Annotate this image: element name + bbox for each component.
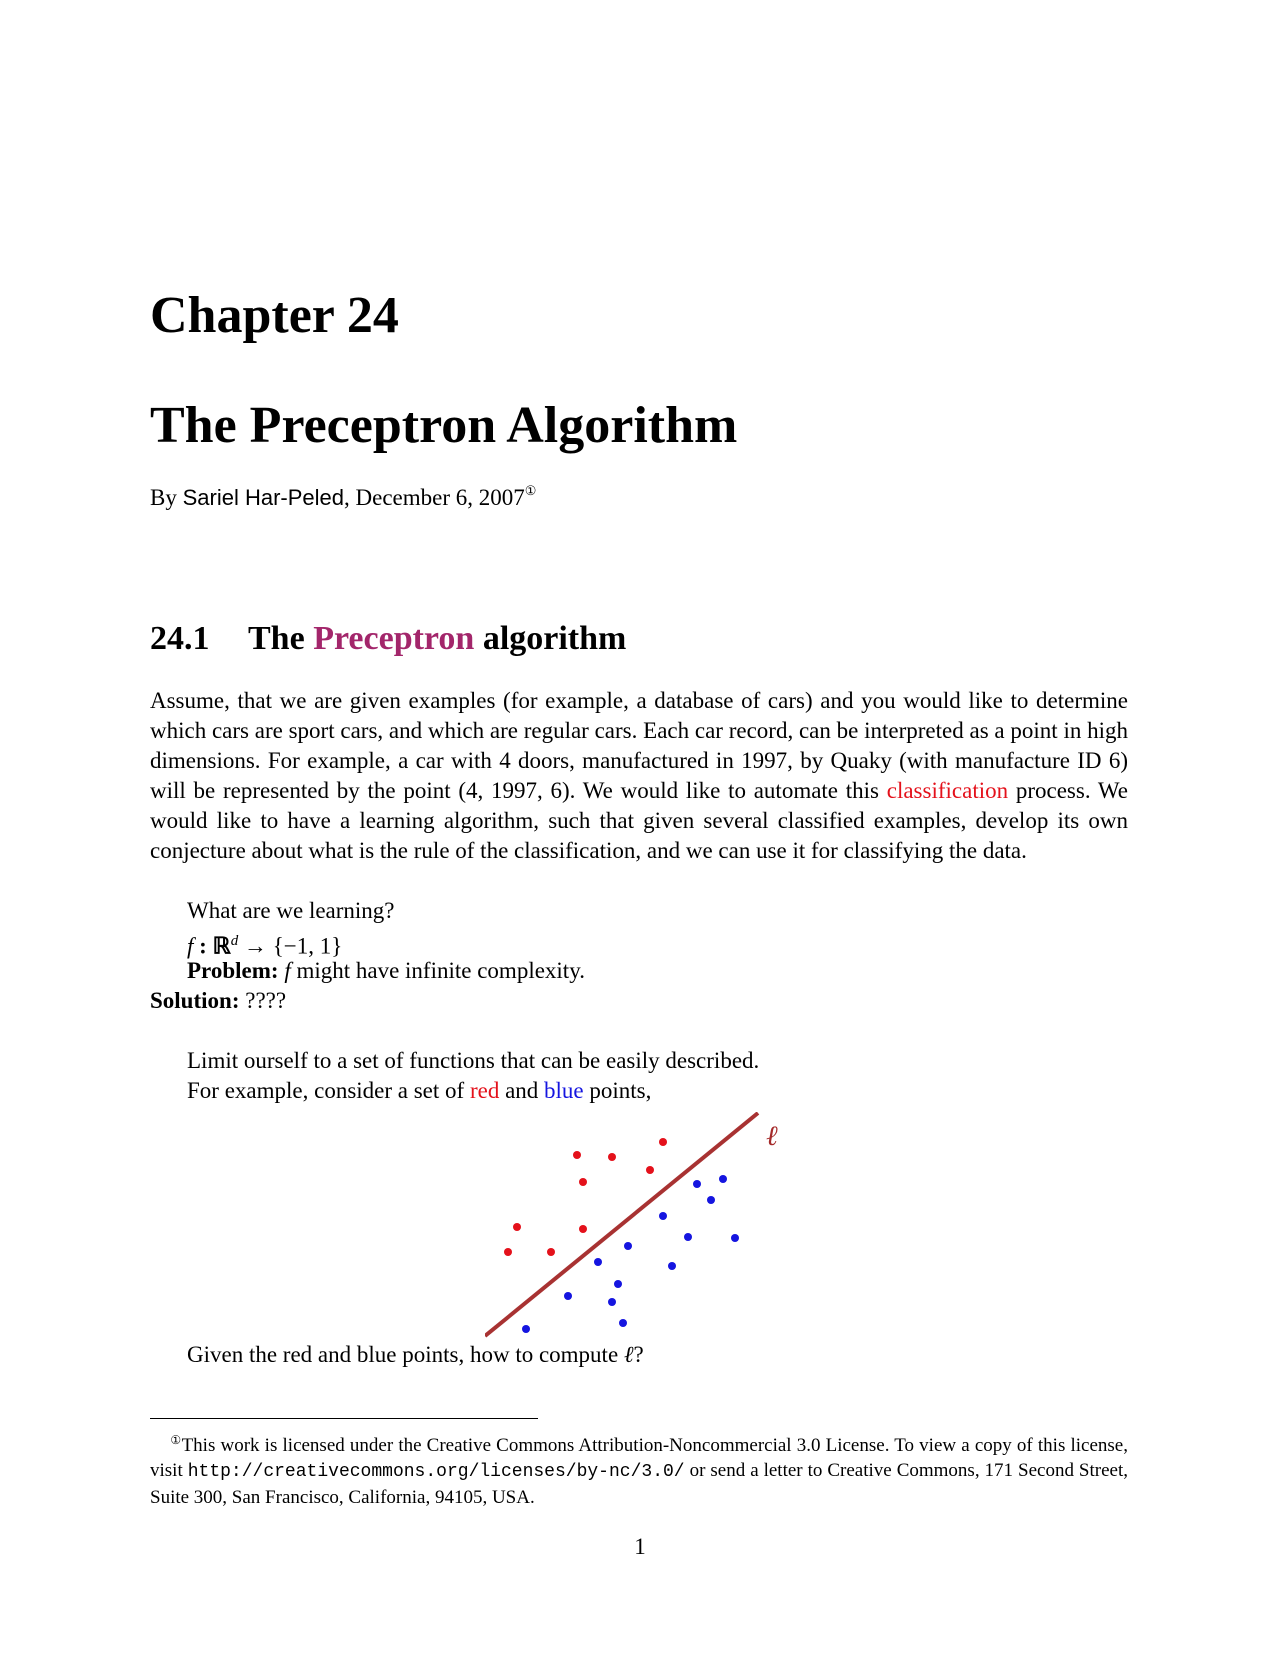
chapter-title: The Preceptron Algorithm [150, 397, 738, 454]
example-pre: For example, consider a set of [187, 1078, 470, 1103]
blue-point [693, 1180, 701, 1188]
red-point [659, 1138, 667, 1146]
given-post: ? [633, 1342, 644, 1367]
example-blue: blue [544, 1078, 584, 1103]
problem-label: Problem: [187, 958, 279, 983]
license-url-link[interactable]: http://creativecommons.org/licenses/by-nc/3.0/ [187, 1462, 685, 1482]
blue-point [659, 1212, 667, 1220]
byline-prefix: By [150, 485, 183, 510]
section-heading [150, 622, 626, 656]
function-symbol: f [187, 933, 194, 959]
footnote [150, 1428, 1128, 1510]
blue-point [668, 1262, 676, 1270]
blue-point [614, 1280, 622, 1288]
footnote-mark: ① [170, 1433, 182, 1447]
example-red: red [469, 1078, 500, 1103]
separating-line [485, 1113, 758, 1336]
section-title-keyword[interactable]: Preceptron [313, 620, 475, 657]
red-point [608, 1153, 616, 1161]
footnote-text-a: This work is licensed under the Creative Commons Attribution-Noncommercial 3.0 License. To view a copy of this license, visit [150, 1435, 1128, 1481]
classification-link[interactable]: classification [886, 778, 1009, 803]
paragraph-intro-text-a: Assume, that we are given examples (for example, a database of cars) and you would like to determine which cars are sport cars, and which are regular cars. Each car record, can be interpreted as a point in high dimensions. For example, a car with 4 doors, manufactured in 1997, by Quaky (with manufacture ID 6) will be represented by the point (4, 1997, 6). We would like to automate this [150, 688, 1128, 803]
red-point [513, 1223, 521, 1231]
function-codomain: → {−1, 1} [238, 933, 343, 959]
blue-point [731, 1234, 739, 1242]
solution-line [150, 986, 286, 1016]
blue-point [619, 1319, 627, 1327]
solution-text: ???? [239, 988, 287, 1013]
red-point [504, 1248, 512, 1256]
byline [150, 484, 536, 509]
problem-symbol: f [284, 958, 291, 983]
blue-point [594, 1258, 602, 1266]
red-point [579, 1178, 587, 1186]
line-label: ℓ [766, 1121, 778, 1152]
example-and: and [499, 1078, 545, 1103]
blue-point [624, 1242, 632, 1250]
red-point [646, 1166, 654, 1174]
given-ell: ℓ [623, 1342, 634, 1367]
blue-point [608, 1298, 616, 1306]
section-number: 24.1 [150, 620, 210, 657]
red-point [573, 1151, 581, 1159]
blue-point [564, 1292, 572, 1300]
author-name: Sariel Har-Peled [182, 485, 344, 510]
problem-line [187, 956, 585, 986]
blue-point [707, 1196, 715, 1204]
points-figure [485, 1112, 760, 1348]
blue-point [719, 1175, 727, 1183]
chapter-label: Chapter 24 [150, 287, 399, 344]
page-number: 1 [634, 1534, 646, 1559]
question-line: What are we learning? [187, 898, 395, 923]
section-title-pre: The [248, 620, 314, 657]
red-point [579, 1225, 587, 1233]
section-title-post: algorithm [474, 620, 627, 657]
footnote-text-b: or send a letter to Creative Commons, 171 Second Street, Suite 300, San Francisco, California, 94105, USA. [150, 1460, 1128, 1508]
footnote-divider [150, 1418, 538, 1419]
example-line [187, 1076, 651, 1106]
problem-text: might have infinite complexity. [290, 958, 585, 983]
given-pre: Given the red and blue points, how to compute [187, 1342, 624, 1367]
red-point [547, 1248, 555, 1256]
footnote-mark-ref[interactable]: ① [524, 483, 537, 498]
paragraph-intro [150, 686, 1128, 866]
solution-label: Solution: [150, 988, 240, 1013]
byline-date: , December 6, 2007 [344, 485, 525, 510]
limit-line: Limit ourself to a set of functions that can be easily described. [187, 1048, 760, 1073]
question-compute-line [187, 1340, 644, 1370]
function-domain: : ℝ [193, 933, 231, 959]
blue-point [684, 1233, 692, 1241]
example-post: points, [583, 1078, 652, 1103]
function-dimension: d [230, 933, 239, 949]
blue-point [522, 1325, 530, 1333]
paragraph-intro-text-b: process. We would like to have a learning algorithm, such that given several classified examples, develop its own conjecture about what is the rule of the classification, and we can use it for classifying the data. [150, 778, 1128, 863]
